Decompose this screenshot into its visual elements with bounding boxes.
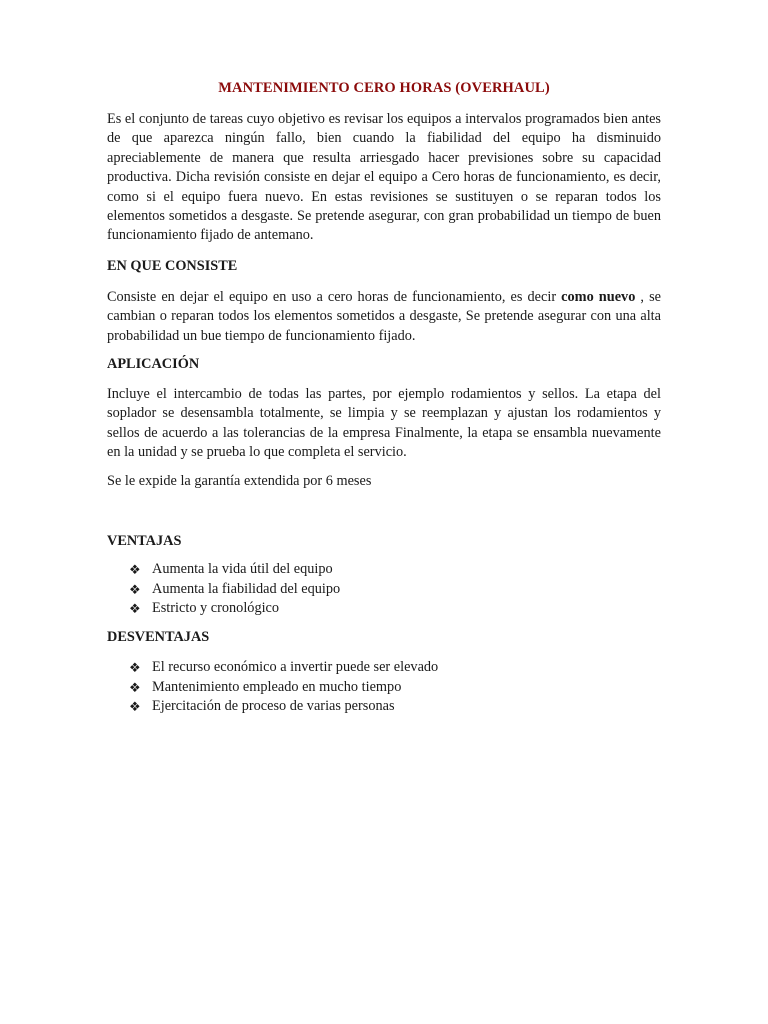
desventajas-list xyxy=(129,658,438,717)
consiste-paragraph xyxy=(107,288,661,346)
list-item: ❖ Aumenta la fiabilidad del equipo xyxy=(129,580,340,600)
diamond-bullet-icon: ❖ xyxy=(129,601,141,616)
list-item: ❖ Estricto y cronológico xyxy=(129,599,340,619)
list-item: ❖ Ejercitación de proceso de varias personas xyxy=(129,697,438,717)
warranty-text: Se le expide la garantía extendida por 6 meses xyxy=(107,473,372,489)
diamond-bullet-icon: ❖ xyxy=(129,581,141,597)
intro-paragraph: Es el conjunto de tareas cuyo objetivo es revisar los equipos a intervalos programados bien antes de que aparezca ningún fallo, bien cuando la fiabilidad del equipo ha disminuido apreciablemente de manera que resulta arriesgado hacer previsiones sobre su capacidad productiva. Dicha revisión consiste en dejar el equipo a Cero horas de funcionamiento, es decir, como si el equipo fuera nuevo. En estas revisiones se sustituyen o se reparan todos los elementos sometidos a desgaste. Se pretende asegurar, con gran probabilidad un tiempo de buen funcionamiento fijado de antemano. xyxy=(107,111,661,244)
diamond-bullet-icon: ❖ xyxy=(129,699,141,714)
diamond-bullet-icon: ❖ xyxy=(129,562,141,577)
list-item: ❖ Mantenimiento empleado en mucho tiempo xyxy=(129,678,438,698)
section-heading-desventajas: DESVENTAJAS xyxy=(107,629,210,645)
section-heading-ventajas: VENTAJAS xyxy=(107,533,182,549)
section-heading-en-que-consiste: EN QUE CONSISTE xyxy=(107,258,238,274)
aplicacion-paragraph: Incluye el intercambio de todas las partes, por ejemplo rodamientos y sellos. La etapa del soplador se desensambla totalmente, se limpia y se reemplazan y ajustan los rodamientos y sellos de acuerdo a las tolerancias de la empresa Finalmente, la etapa se ensambla nuevamente en la unidad y se prueba lo que completa el servicio. xyxy=(107,386,661,461)
section-heading-aplicacion: APLICACIÓN xyxy=(107,356,200,372)
page-title: MANTENIMIENTO CERO HORAS (OVERHAUL) xyxy=(218,80,550,96)
list-item: ❖ El recurso económico a invertir puede ser elevado xyxy=(129,658,438,678)
diamond-bullet-icon: ❖ xyxy=(129,679,141,695)
list-item: ❖ Aumenta la vida útil del equipo xyxy=(129,560,340,580)
consiste-text-bold: como nuevo xyxy=(561,289,636,305)
ventajas-list xyxy=(129,560,340,619)
consiste-text-after: , se cambian o reparan todos los elementos sometidos a desgaste, Se pretende asegurar con una alta probabilidad un bue tiempo de funcionamiento fijado. xyxy=(107,289,661,344)
consiste-text-before: Consiste en dejar el equipo en uso a cero horas de funcionamiento, es decir xyxy=(107,289,562,305)
diamond-bullet-icon: ❖ xyxy=(129,660,141,675)
